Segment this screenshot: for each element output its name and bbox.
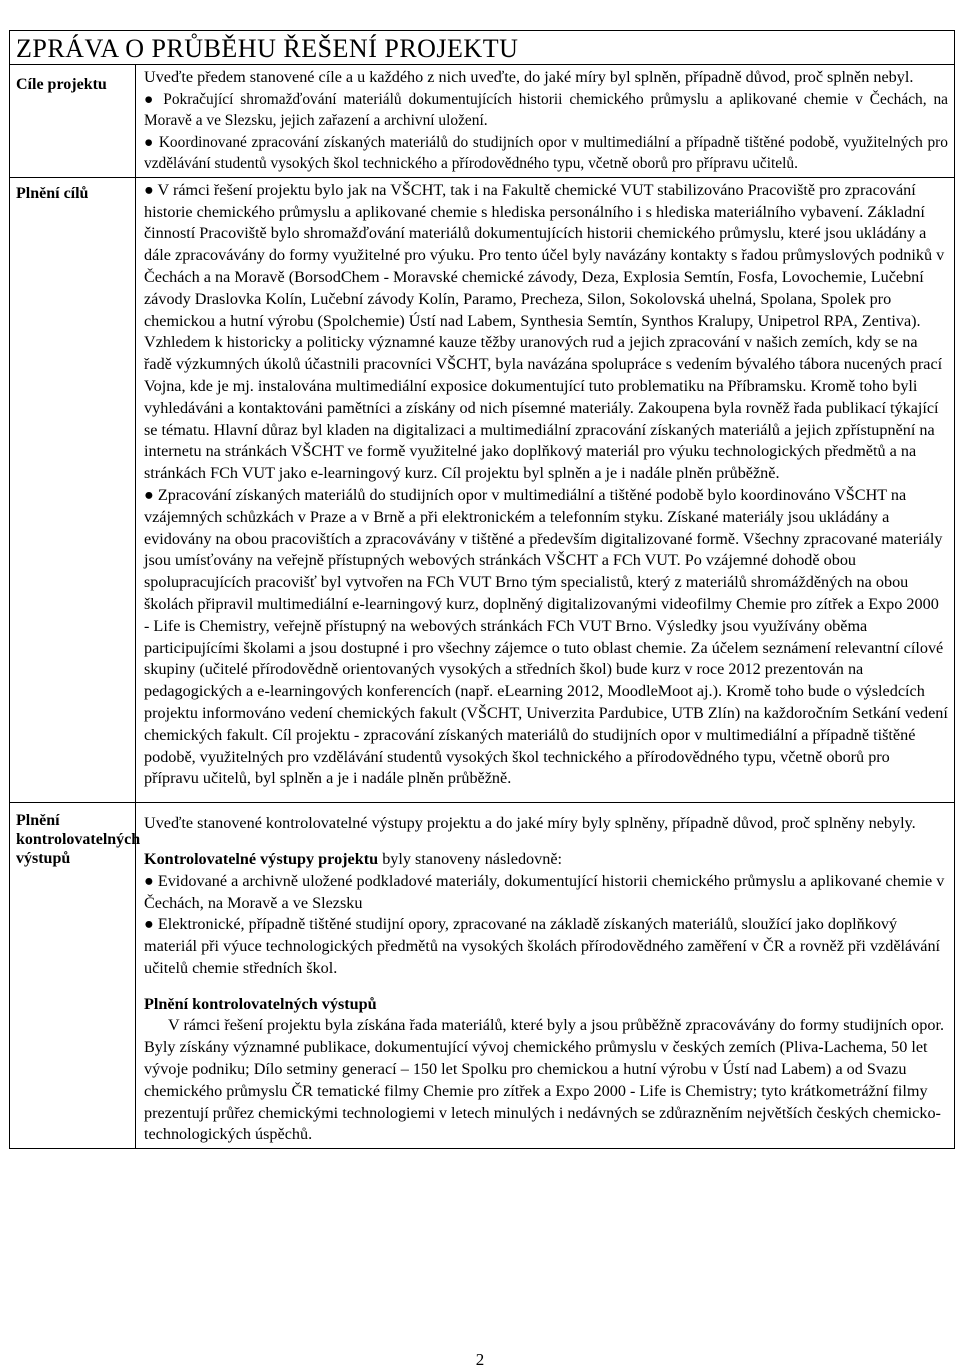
row-goal-fulfilment — [10, 177, 955, 802]
page-number: 2 — [475, 1350, 485, 1369]
label-controllable-outputs: Plnění kontrolovatelných výstupů — [16, 812, 141, 868]
goal-item-2: ● Koordinované zpracování získaných materiálů do studijních opor v multimediální a případně tištěné podobě, využitelných pro vzdělávání studentů vysokých škol technického a přírodovědného typu, včetně oborů pro přípravu učitelů. — [144, 133, 948, 173]
outputs-intro: Uveďte stanovené kontrolovatelné výstupy projektu a do jaké míry byly splněny, případně důvod, proč splněny nebyly. — [144, 814, 916, 833]
report-page — [9, 30, 955, 1149]
fulfilment-text: V rámci řešení projektu byla získána řada materiálů, které byly a jsou průběžně zpracovávány do formy studijních opor. Byly získány významné publikace, dokumentující vývoj chemického průmyslu v českých zemích (Pliva-Lachema, 50 let vývoje podniku; Dílo setminy generací – 150 let Spolku pro chemickou a hutní výrobu v Ústí nad Labem) a od Svazu chemického průmyslu ČR tematické filmy Chemie pro zítřek a Expo 2000 - Life is Chemistry; tyto krátkometrážní filmy prezentují průřez chemickými technologiemi v letech minulých i nedávných se zdůrazněním největších českých chemicko-technologických úspěchů. — [144, 1016, 944, 1144]
row-project-goals — [10, 65, 955, 178]
content-cell — [136, 65, 955, 178]
content-cell — [136, 177, 955, 802]
fulfilment-heading-text: Plnění kontrolovatelných výstupů — [144, 994, 377, 1013]
goal-item-1: ● Pokračující shromažďování materiálů dokumentujících historii chemického průmyslu a aplikované chemie v Čechách, na Moravě a ve Slezsku, jejich zařazení a archivní uložení. — [144, 90, 948, 130]
outputs-heading-bold: Kontrolovatelné výstupy projektu — [144, 849, 379, 868]
label-project-goals: Cíle projektu — [16, 76, 107, 93]
outputs-heading — [144, 849, 948, 871]
label-cell — [10, 65, 136, 178]
label-cell — [10, 177, 136, 802]
output-item-1: ● Evidované a archivně uložené podkladové materiály, dokumentující historii chemického průmyslu a aplikované chemie v Čechách, na Moravě a ve Slezsku — [144, 871, 945, 912]
goals-intro: Uveďte předem stanovené cíle a u každého z nich uveďte, do jaké míry byl splněn, případně důvod, proč splněn nebyl. — [144, 68, 914, 86]
outputs-heading-rest: byly stanoveny následovně: — [378, 849, 563, 868]
page-title: ZPRÁVA O PRŮBĚHU ŘEŠENÍ PROJEKTU — [9, 30, 955, 64]
label-goal-fulfilment: Plnění cílů — [16, 184, 89, 202]
fulfilment-paragraph-1: ● V rámci řešení projektu bylo jak na VŠCHT, tak i na Fakultě chemické VUT stabilizováno Pracoviště pro zpracování historie chemického průmyslu a aplikované chemie s hlediska personálního i s hlediska materiálního vybavení. Základní činností Pracoviště bylo shromažďování materiálů dokumentujících historii chemického průmyslu, které jsou ukládány a dále zpracovávány do formy využitelné pro výuku. Pro tento účel byly navázány kontakty s řadou průmyslových podniků v Čechách a na Moravě (BorsodChem - Moravské chemické závody, Deza, Explosia Semtín, Fosfa, Lovochemie, Lučební závody Draslovka Kolín, Lučební závody Kolín, Paramo, Precheza, Silon, Sokolovská uhelná, Spolana, Spolek pro chemickou a hutní výrobu (Spolchemie) Ústí nad Labem, Synthesia Semtín, Synthos Kralupy, Unipetrol RPA, Zentiva). Vzhledem k historicky a politicky významné kauze těžby uranových rud a jejich zpracování v našich zemích, kdy se na řadě výzkumných úkolů účastnili pracovníci VŠCHT, byla navázána spolupráce s vedením bývalého tábora nucených prací Vojna, kde je mj. instalována multimediální exposice dokumentující tuto problematiku na Příbramsku. Kromě toho byli vyhledáváni a kontaktováni pamětníci a získány od nich písemné materiály. Zakoupena byla rovněž řada publikací týkající se tématu. Hlavní důraz byl kladen na digitalizaci a multimediální zpracování získaných materiálů a jejich zpřístupnění na internetu na stránkách VŠCHT ve formě využitelné jako doplňkový materiál pro výuku technologických předmětů a na stránkách FCh VUT jako e-learningový kurz. Cíl projektu byl splněn a je i nadále plněn průběžně. — [144, 180, 945, 483]
content-cell — [136, 803, 955, 1149]
fulfilment-heading — [144, 994, 948, 1016]
label-cell — [10, 803, 141, 1149]
output-item-2: ● Elektronické, případně tištěné studijní opory, zpracované na základě získaných materiálů, sloužící jako doplňkový materiál při výuce technologických předmětů na vysokých školách přírodovědného zaměření v ČR a rovněž při vzdělávání učitelů chemie středních škol. — [144, 915, 941, 977]
report-table — [9, 64, 955, 1149]
fulfilment-paragraph-2: ● Zpracování získaných materiálů do studijních opor v multimediální a tištěné podobě bylo koordinováno VŠCHT na vzájemných schůzkách v Praze a v Brně a při elektronickém a telefonním styku. Získané materiály jsou ukládány a evidovány na obou pracovištích a zpracovávány v tištěné a především digitalizované formě. Všechny zpracované materiály jsou umísťovány na veřejně přístupných webových stránkách VŠCHT a FCh VUT. Po vzájemné dohodě obou spolupracujících pracovišť byl vytvořen na FCh VUT Brno tým specialistů, který z materiálů shromážděných na obou školách připravil multimediální e-learningový kurz, doplněný digitalizovanými videofilmy Chemie pro zítřek a Expo 2000 - Life is Chemistry, veřejně přístupný na webových stránkách FCh VUT Brno. Výsledky jsou využívány oběma participujícími školami a jsou dostupné i pro všechny zájemce o tuto oblast chemie. Za účelem seznámení relevantní cílové skupiny (učitelé přírodovědně orientovaných vysokých a středních škol) bude kurz v roce 2012 prezentován na pedagogických a e-learningových konferencích (např. eLearning 2012, MoodleMoot aj.). Kromě toho bude o výsledcích projektu informováno vedení chemických fakult (VŠCHT, Univerzita Pardubice, UTB Zlín) na každoročním Setkání vedení chemických fakult. Cíl projektu - zpracování získaných materiálů do studijních opor v multimediální a případně tištěné podobě, využitelných pro vzdělávání studentů vysokých škol technického a přírodovědného typu, včetně oborů pro přípravu učitelů, byl splněn a je i nadále plněn průběžně. — [144, 485, 948, 788]
row-controllable-outputs — [10, 803, 955, 1149]
